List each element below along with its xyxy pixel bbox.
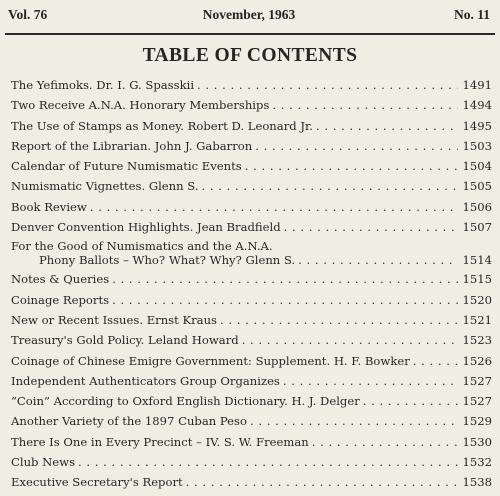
dot-leader (284, 220, 458, 234)
toc-page-number: 1520 (462, 292, 492, 307)
toc-page-number: 1532 (462, 455, 492, 470)
toc-entry (11, 354, 492, 374)
dot-leader (242, 333, 458, 347)
dot-leader (112, 272, 458, 286)
toc-entry-title: Numismatic Vignettes. Glenn S. (11, 179, 199, 194)
toc-entry-title: Calendar of Future Numismatic Events (11, 159, 242, 174)
toc-entry (11, 333, 492, 353)
dot-leader (197, 78, 458, 92)
toc-entry (11, 240, 492, 272)
toc-entry-subtitle: Phony Ballots – Who? What? Why? Glenn S. (39, 253, 296, 268)
toc-page-number: 1514 (462, 253, 492, 268)
toc-entry-title: Book Review (11, 199, 87, 214)
toc-entry-title: Executive Secretary's Report (11, 475, 183, 490)
toc-entry (11, 179, 492, 199)
toc-entry-title: Treasury's Gold Policy. Leland Howard (11, 333, 239, 348)
page-header (8, 4, 490, 26)
dot-leader (283, 374, 458, 388)
toc-page-number: 1494 (462, 98, 492, 113)
toc-entry (11, 272, 492, 292)
toc-entry (11, 98, 492, 118)
dot-leader (245, 159, 458, 173)
dot-leader (78, 455, 458, 469)
dot-leader (272, 98, 458, 112)
toc-entry (11, 475, 492, 495)
toc-entry (11, 313, 492, 333)
toc-entry-title: New or Recent Issues. Ernst Kraus (11, 312, 218, 327)
dot-leader (250, 414, 458, 428)
toc-entry-title: Report of the Librarian. John J. Gabarron (11, 138, 253, 153)
dot-leader (363, 394, 458, 408)
toc-page-number: 1530 (462, 434, 492, 449)
toc-entry-title: For the Good of Numismatics and the A.N.A. (11, 239, 273, 254)
toc-page-number: 1529 (462, 414, 492, 429)
toc-entry-title: The Use of Stamps as Money. Robert D. Leonard Jr. (11, 118, 313, 133)
dot-leader (220, 313, 458, 327)
toc-entry-title: Notes & Queries (11, 272, 110, 287)
toc-page-number: 1527 (462, 394, 492, 409)
toc-page-number: 1523 (462, 333, 492, 348)
toc-entry (11, 78, 492, 98)
toc-page-number: 1495 (462, 118, 492, 133)
toc-entry-title: Coinage Reports (11, 292, 110, 307)
toc-entry-title: Coinage of Chinese Emigre Government: Supplement. H. F. Bowker (11, 353, 410, 368)
toc-entry-title: Club News (11, 455, 76, 470)
toc-entry (11, 394, 492, 414)
dot-leader (255, 139, 458, 153)
toc-page-number: 1506 (462, 199, 492, 214)
dot-leader (112, 293, 458, 307)
toc-entry (11, 220, 492, 240)
toc-entry-title: The Yefimoks. Dr. I. G. Spasskii (11, 78, 195, 92)
table-of-contents (11, 78, 492, 496)
issue-number: No. 11 (453, 7, 490, 22)
issue-date: November, 1963 (202, 7, 296, 22)
toc-entry (11, 159, 492, 179)
toc-entry-title: Independent Authenticators Group Organizes (11, 373, 280, 388)
toc-entry (11, 435, 492, 455)
toc-page-number: 1527 (462, 373, 492, 388)
toc-entry (11, 119, 492, 139)
dot-leader (312, 435, 458, 449)
toc-entry-title: Another Variety of the 1897 Cuban Peso (11, 414, 247, 429)
toc-entry (11, 293, 492, 313)
toc-entry (11, 374, 492, 394)
toc-entry-title: There Is One in Every Precinct – IV. S. W. Freeman (11, 434, 309, 449)
dot-leader (186, 475, 458, 489)
toc-entry (11, 139, 492, 159)
toc-entry-title: Two Receive A.N.A. Honorary Memberships (11, 98, 270, 113)
volume-label: Vol. 76 (8, 7, 48, 22)
toc-entry-title: Denver Convention Highlights. Jean Bradfield (11, 220, 281, 235)
toc-page-number: 1538 (462, 475, 492, 490)
dot-leader (202, 179, 458, 193)
header-rule (5, 33, 495, 35)
dot-leader (413, 354, 458, 368)
dot-leader (316, 119, 458, 133)
dot-leader (90, 200, 458, 214)
toc-entry (11, 455, 492, 475)
toc-page-number: 1521 (462, 312, 492, 327)
toc-entry (11, 414, 492, 434)
dot-leader (298, 253, 458, 267)
page-title: TABLE OF CONTENTS (142, 45, 358, 66)
toc-page-number: 1526 (462, 353, 492, 368)
toc-page-number: 1515 (462, 272, 492, 287)
toc-entry (11, 200, 492, 220)
toc-page-number: 1491 (462, 78, 492, 92)
toc-page-number: 1504 (462, 159, 492, 174)
toc-entry-title: “Coin” According to Oxford English Dictionary. H. J. Delger (11, 394, 360, 409)
toc-page-number: 1505 (462, 179, 492, 194)
toc-page-number: 1503 (462, 138, 492, 153)
toc-page-number: 1507 (462, 220, 492, 235)
